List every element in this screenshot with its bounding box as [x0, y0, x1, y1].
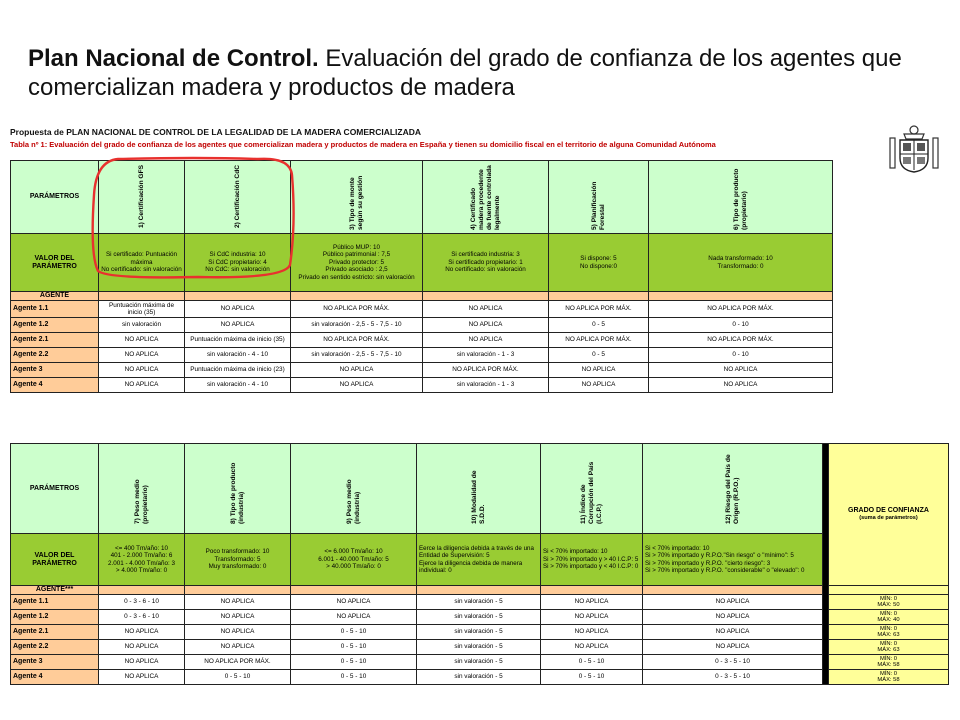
cell: NO APLICA POR MÁX. — [291, 333, 423, 348]
cell: sin valoración - 4 - 10 — [185, 378, 291, 393]
cell: sin valoración - 5 — [417, 625, 541, 640]
value-line: Si > 70% importado y > 40 I.C.P: 5 — [543, 555, 639, 563]
agent-header-spacer — [549, 292, 649, 301]
table-parametros-1 — [10, 160, 833, 393]
cell: 0 - 3 - 5 - 10 — [643, 670, 823, 685]
cell: 0 - 5 - 10 — [541, 655, 643, 670]
grado-min: MÍN: 0 — [879, 656, 898, 662]
cell: 0 - 5 - 10 — [185, 670, 291, 685]
cell: NO APLICA POR MÁX. — [549, 301, 649, 318]
param-header — [99, 444, 185, 534]
grado-max: MÁX: 63 — [877, 647, 900, 653]
agent-header-spacer — [291, 292, 423, 301]
value-line: Muy transformado: 0 — [208, 563, 267, 571]
agent-header-spacer — [99, 586, 185, 595]
cell: NO APLICA — [649, 363, 833, 378]
param-header — [185, 161, 291, 234]
agent-name: Agente 4 — [11, 670, 99, 685]
value-line: Si < 70% importado: 10 — [645, 544, 710, 552]
param-header — [185, 444, 291, 534]
grado-min: MÍN: 0 — [879, 671, 898, 677]
value-line: Si certificado: Puntuación máxima — [105, 251, 178, 266]
agent-name: Agente 1.1 — [11, 301, 99, 318]
slide-title-rest: Evaluación del grado de confianza de los agentes que comercializan madera y productos de madera — [28, 45, 902, 101]
value-line: Nada transformado: 10 — [708, 255, 773, 263]
table-row — [11, 640, 949, 655]
cell: 0 - 3 - 5 - 10 — [643, 655, 823, 670]
valor-parametro-label: VALOR DEL PARÁMETRO — [11, 534, 99, 586]
value-line: Si > 70% importado y < 40 I.C.P: 0 — [543, 563, 639, 571]
param-name: 12) Riesgo del País de Origen (R.P.O.) — [724, 453, 740, 524]
cell: 0 - 3 - 6 - 10 — [99, 610, 185, 625]
valor-parametro-label: VALOR DEL PARÁMETRO — [11, 234, 99, 292]
parametros-label: PARÁMETROS — [11, 161, 99, 234]
param-name: 8) Tipo de producto (industria) — [229, 462, 245, 524]
grado-confianza-header — [829, 444, 949, 586]
agent-header-spacer — [185, 586, 291, 595]
table-row — [11, 595, 949, 610]
cell: NO APLICA — [185, 640, 291, 655]
table-row — [11, 625, 949, 640]
cell: sin valoración - 5 — [417, 595, 541, 610]
cell: sin valoración - 2,5 - 5 - 7,5 - 10 — [291, 348, 423, 363]
cell: NO APLICA — [185, 610, 291, 625]
slide-title — [28, 44, 908, 102]
param-value — [99, 234, 185, 292]
grado-min: MÍN: 0 — [879, 611, 898, 617]
cell: Puntuación máxima de inicio (35) — [185, 333, 291, 348]
param-header — [291, 444, 417, 534]
agent-header-spacer — [99, 292, 185, 301]
agent-header-spacer — [291, 586, 417, 595]
value-line: Transformado: 5 — [214, 555, 261, 563]
agent-name: Agente 2.1 — [11, 625, 99, 640]
value-line: Poco transformado: 10 — [205, 548, 270, 556]
cell: 0 - 5 - 10 — [291, 640, 417, 655]
param-name: 2) Certificación CdC — [233, 165, 241, 229]
cell: NO APLICA POR MÁX. — [549, 333, 649, 348]
value-line: Público MUP: 10 — [333, 243, 380, 251]
param-name: 5) Planificación Forestal — [590, 181, 606, 230]
table-row — [11, 333, 833, 348]
cell: NO APLICA — [549, 378, 649, 393]
agent-name: Agente 2.1 — [11, 333, 99, 348]
param-value — [649, 234, 833, 292]
param-value — [541, 534, 643, 586]
value-line: Si < 70% importado: 10 — [543, 548, 608, 556]
table-row — [11, 610, 949, 625]
cell: 0 - 5 - 10 — [291, 655, 417, 670]
cell: NO APLICA — [185, 595, 291, 610]
table-row — [11, 301, 833, 318]
table-row — [11, 378, 833, 393]
cell: sin valoración - 5 — [417, 670, 541, 685]
value-line: 401 - 2.000 Tm/año: 6 — [110, 552, 173, 560]
grado-min: MÍN: 0 — [879, 626, 898, 632]
cell: NO APLICA — [185, 301, 291, 318]
cell: NO APLICA — [99, 670, 185, 685]
param-value — [185, 234, 291, 292]
cell: NO APLICA POR MÁX. — [291, 301, 423, 318]
value-line: Público patrimonial : 7,5 — [322, 251, 391, 259]
agent-name: Agente 1.2 — [11, 318, 99, 333]
cell: Puntuación máxima de inicio (23) — [185, 363, 291, 378]
cell: sin valoración — [99, 318, 185, 333]
cell: sin valoración - 1 - 3 — [423, 378, 549, 393]
cell: NO APLICA — [291, 363, 423, 378]
param-name: 6) Tipo de producto (propietario) — [732, 168, 748, 230]
agent-header-spacer — [417, 586, 541, 595]
value-line: Si certificado propietario: 1 — [448, 258, 523, 266]
grado-title: GRADO DE CONFIANZA — [848, 507, 929, 515]
cell: 0 - 5 — [549, 318, 649, 333]
param-value — [185, 534, 291, 586]
agent-name: Agente 3 — [11, 655, 99, 670]
cell: 0 - 5 - 10 — [291, 670, 417, 685]
cell: NO APLICA — [99, 333, 185, 348]
cell: NO APLICA — [643, 595, 823, 610]
cell: 0 - 10 — [649, 318, 833, 333]
param-value — [423, 234, 549, 292]
cell: NO APLICA — [643, 640, 823, 655]
grado-max: MÁX: 50 — [877, 602, 900, 608]
value-line: Privado asociado : 2,5 — [325, 266, 388, 274]
agent-name: Agente 1.1 — [11, 595, 99, 610]
value-line: Transformado: 0 — [717, 262, 764, 270]
value-line: <= 400 Tm/año: 10 — [114, 544, 169, 552]
param-header — [417, 444, 541, 534]
value-line: No CdC: sin valoración — [205, 266, 270, 274]
cell: NO APLICA — [423, 333, 549, 348]
cell: Puntuación máxima de inicio (35) — [99, 301, 185, 318]
table-row — [11, 363, 833, 378]
cell: 0 - 5 - 10 — [291, 625, 417, 640]
value-line: Si > 70% importado y R.P.O."Sin riesgo" o "mínimo": 5 — [645, 552, 794, 560]
cell: NO APLICA — [185, 625, 291, 640]
grado-min: MÍN: 0 — [879, 641, 898, 647]
cell: NO APLICA — [541, 625, 643, 640]
param-name: 7) Peso medio (propietario) — [133, 478, 149, 524]
table-row — [11, 348, 833, 363]
cell: sin valoración - 1 - 3 — [423, 348, 549, 363]
grado-range — [829, 595, 949, 610]
value-line: Si > 70% importado y R.P.O. "cierto riesgo": 3 — [645, 559, 771, 567]
cell: NO APLICA — [99, 348, 185, 363]
cell: 0 - 5 — [549, 348, 649, 363]
cell: NO APLICA — [99, 655, 185, 670]
grado-max: MÁX: 58 — [877, 662, 900, 668]
table-row — [11, 670, 949, 685]
cell: NO APLICA POR MÁX. — [649, 301, 833, 318]
grado-max: MÁX: 63 — [877, 632, 900, 638]
param-value — [643, 534, 823, 586]
param-value — [417, 534, 541, 586]
agent-name: Agente 2.2 — [11, 348, 99, 363]
cell: NO APLICA — [99, 378, 185, 393]
cell: NO APLICA — [643, 610, 823, 625]
param-name: 9) Peso medio (industria) — [345, 478, 361, 524]
parametros-label: PARÁMETROS — [11, 444, 99, 534]
cell: 0 - 5 - 10 — [541, 670, 643, 685]
grado-spacer — [829, 586, 949, 595]
value-line: Si CdC industria: 10 — [209, 251, 266, 259]
param-header — [649, 161, 833, 234]
value-line: No certificado: sin valoración — [445, 266, 526, 274]
grado-range — [829, 625, 949, 640]
coat-of-arms-icon — [886, 124, 942, 176]
param-header — [99, 161, 185, 234]
cell: sin valoración - 2,5 - 5 - 7,5 - 10 — [291, 318, 423, 333]
grado-min: MÍN: 0 — [879, 596, 898, 602]
param-name: 3) Tipo de monte según su gestión — [348, 175, 364, 230]
cell: NO APLICA — [99, 363, 185, 378]
agente-label: AGENTE — [11, 292, 99, 301]
grado-subtitle: (suma de parámetros) — [859, 514, 918, 521]
param-name: 4) Certificado madera procedente de fuente controlada legalmente — [469, 165, 501, 230]
agent-header-spacer — [649, 292, 833, 301]
cell: NO APLICA — [549, 363, 649, 378]
cell: NO APLICA — [291, 595, 417, 610]
param-name: 1) Certificación GFS — [137, 165, 145, 229]
cell: sin valoración - 5 — [417, 640, 541, 655]
grado-range — [829, 610, 949, 625]
cell: sin valoración - 5 — [417, 610, 541, 625]
cell: NO APLICA — [291, 610, 417, 625]
agent-name: Agente 3 — [11, 363, 99, 378]
cell: NO APLICA — [99, 640, 185, 655]
cell: 0 - 10 — [649, 348, 833, 363]
param-header — [549, 161, 649, 234]
cell: NO APLICA — [291, 378, 423, 393]
cell: NO APLICA — [185, 318, 291, 333]
cell: NO APLICA — [541, 595, 643, 610]
table-row — [11, 318, 833, 333]
agent-header-spacer — [423, 292, 549, 301]
value-line: Privado protector: 5 — [329, 258, 384, 266]
param-value — [291, 534, 417, 586]
table-row — [11, 655, 949, 670]
cell: sin valoración - 4 - 10 — [185, 348, 291, 363]
value-line: 6.001 - 40.000 Tm/año: 5 — [318, 555, 389, 563]
value-line: Si > 70% importado y R.P.O. "considerable" o "elevado": 0 — [645, 566, 805, 574]
cell: NO APLICA POR MÁX. — [649, 333, 833, 348]
cell: NO APLICA — [649, 378, 833, 393]
cell: NO APLICA — [423, 318, 549, 333]
value-line: Si dispone: 5 — [580, 255, 617, 263]
agent-name: Agente 2.2 — [11, 640, 99, 655]
value-line: > 4.000 Tm/año: 0 — [115, 566, 168, 574]
value-line: <= 6.000 Tm/año: 10 — [324, 548, 383, 556]
agent-name: Agente 4 — [11, 378, 99, 393]
agent-name: Agente 1.2 — [11, 610, 99, 625]
agente-label: AGENTE*** — [11, 586, 99, 595]
cell: NO APLICA — [541, 640, 643, 655]
param-header — [541, 444, 643, 534]
value-line: > 40.000 Tm/año: 0 — [326, 563, 381, 571]
cell: NO APLICA POR MÁX. — [423, 363, 549, 378]
grado-range — [829, 655, 949, 670]
document-heading: Propuesta de PLAN NACIONAL DE CONTROL DE LA LEGALIDAD DE LA MADERA COMERCIALIZADA — [10, 127, 421, 137]
param-header — [643, 444, 823, 534]
value-line: Si certificado industria: 3 — [451, 251, 520, 259]
agent-header-spacer — [643, 586, 823, 595]
cell: sin valoración - 5 — [417, 655, 541, 670]
value-line: No certificado: sin valoración — [101, 266, 182, 274]
grado-max: MÁX: 58 — [877, 677, 900, 683]
cell: NO APLICA — [99, 625, 185, 640]
param-name: 10) Modalidad de S.D.D. — [470, 470, 486, 524]
param-value — [549, 234, 649, 292]
table-parametros-2 — [10, 443, 949, 685]
grado-max: MÁX: 40 — [877, 617, 900, 623]
agent-header-spacer — [541, 586, 643, 595]
cell: NO APLICA POR MÁX. — [185, 655, 291, 670]
cell: NO APLICA — [643, 625, 823, 640]
slide-title-bold: Plan Nacional de Control. — [28, 45, 319, 72]
param-header — [423, 161, 549, 234]
param-header — [291, 161, 423, 234]
param-name: 11) Índice de Corrupción del País (I.C.P.) — [579, 461, 603, 524]
value-line: Privado en sentido estricto: sin valoración — [298, 273, 415, 281]
value-line: 2.001 - 4.000 Tm/año: 3 — [107, 559, 176, 567]
cell: 0 - 3 - 6 - 10 — [99, 595, 185, 610]
value-line: Si CdC propietario: 4 — [208, 258, 267, 266]
grado-range — [829, 640, 949, 655]
value-line: No dispone:0 — [579, 262, 618, 270]
agent-header-spacer — [185, 292, 291, 301]
value-line: Eerce la diligencia debida a través de una Entidad de Supervisión: 5 — [419, 544, 534, 560]
value-line: Ejerce la diligencia debida de manera individual: 0 — [419, 559, 523, 574]
param-value — [99, 534, 185, 586]
document-subheading: Tabla nº 1: Evaluación del grado de confianza de los agentes que comercializan madera y productos de madera en España y tienen su domicilio fiscal en el territorio de alguna Comunidad Autónoma — [10, 140, 716, 149]
cell: NO APLICA — [423, 301, 549, 318]
cell: NO APLICA — [541, 610, 643, 625]
document-header — [10, 127, 870, 150]
param-value — [291, 234, 423, 292]
grado-range — [829, 670, 949, 685]
